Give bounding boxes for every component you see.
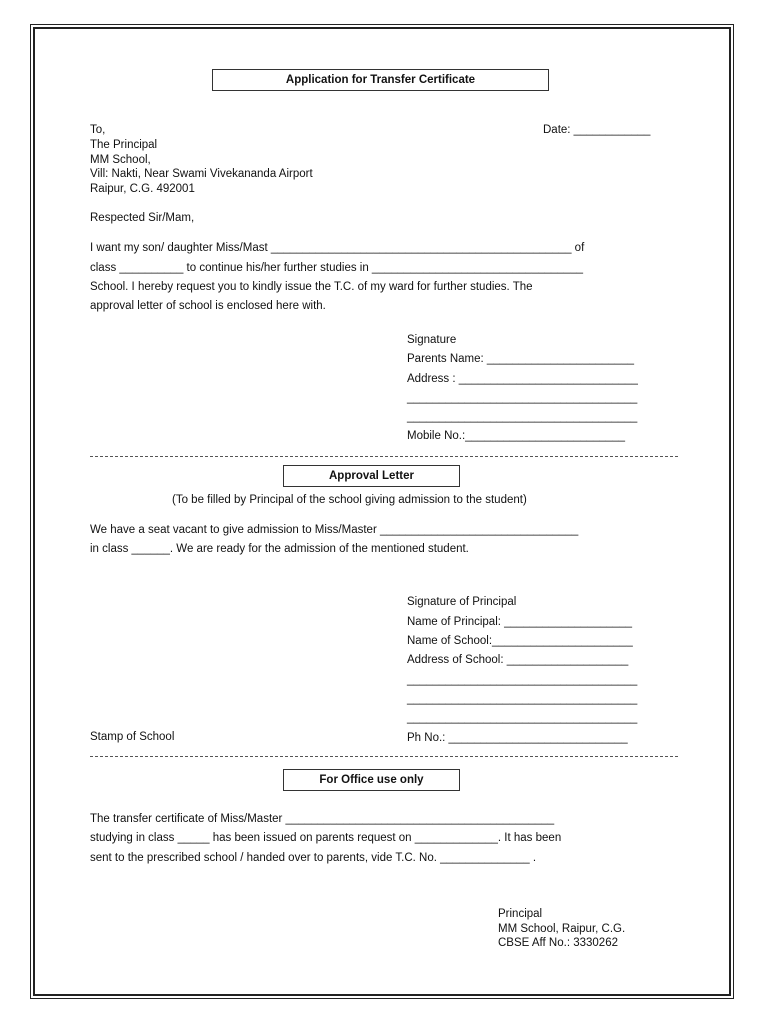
footer-school: MM School, Raipur, C.G. <box>498 923 626 935</box>
principal-name-field: Name of Principal: ____________________ <box>407 616 633 628</box>
parent-address-blank-1: ____________________________________ <box>407 392 638 404</box>
office-line-2: studying in class _____ has been issued on parents request on _____________. It has been <box>90 832 562 844</box>
recipient-line-4: Raipur, C.G. 492001 <box>90 183 195 195</box>
school-address-field: Address of School: ___________________ <box>407 654 629 666</box>
recipient-line-1: The Principal <box>90 139 158 151</box>
request-line-4: approval letter of school is enclosed here with. <box>90 300 326 312</box>
salutation: Respected Sir/Mam, <box>90 212 195 224</box>
parent-address-field: Address : ____________________________ <box>407 373 638 385</box>
approval-line-1: We have a seat vacant to give admission to Miss/Master _______________________________ <box>90 524 579 536</box>
request-line-1: I want my son/ daughter Miss/Mast _______________________________________________ of <box>90 242 585 254</box>
request-line-3: School. I hereby request you to kindly issue the T.C. of my ward for further studies. The <box>90 281 533 293</box>
office-heading: For Office use only <box>283 769 460 791</box>
footer-affiliation: CBSE Aff No.: 3330262 <box>498 937 618 949</box>
request-line-2: class __________ to continue his/her further studies in _________________________________ <box>90 262 583 274</box>
principal-signature: Signature of Principal <box>407 596 517 608</box>
footer-principal: Principal <box>498 908 543 920</box>
approval-note: (To be filled by Principal of the school giving admission to the student) <box>172 494 527 506</box>
date-field: Date: ____________ <box>543 124 651 136</box>
approval-line-2: in class ______. We are ready for the admission of the mentioned student. <box>90 543 469 555</box>
parents-name-field: Parents Name: _______________________ <box>407 353 634 365</box>
approval-heading: Approval Letter <box>283 465 460 487</box>
section-divider-2 <box>90 756 678 757</box>
stamp-label: Stamp of School <box>90 731 175 743</box>
parent-signature: Signature <box>407 334 457 346</box>
office-line-1: The transfer certificate of Miss/Master __________________________________________ <box>90 813 555 825</box>
recipient-line-3: Vill: Nakti, Near Swami Vivekananda Airport <box>90 168 313 180</box>
school-name-field: Name of School:______________________ <box>407 635 633 647</box>
recipient-line-2: MM School, <box>90 154 151 166</box>
phone-field: Ph No.: ____________________________ <box>407 732 628 744</box>
school-address-blank-1: ____________________________________ <box>407 674 638 686</box>
office-line-3: sent to the prescribed school / handed over to parents, vide T.C. No. ______________ . <box>90 852 537 864</box>
parent-address-blank-2: ____________________________________ <box>407 411 638 423</box>
form-title: Application for Transfer Certificate <box>212 69 549 91</box>
school-address-blank-3: ____________________________________ <box>407 712 638 724</box>
mobile-field: Mobile No.:_________________________ <box>407 430 626 442</box>
school-address-blank-2: ____________________________________ <box>407 693 638 705</box>
to-label: To, <box>90 124 106 136</box>
section-divider-1 <box>90 456 678 457</box>
